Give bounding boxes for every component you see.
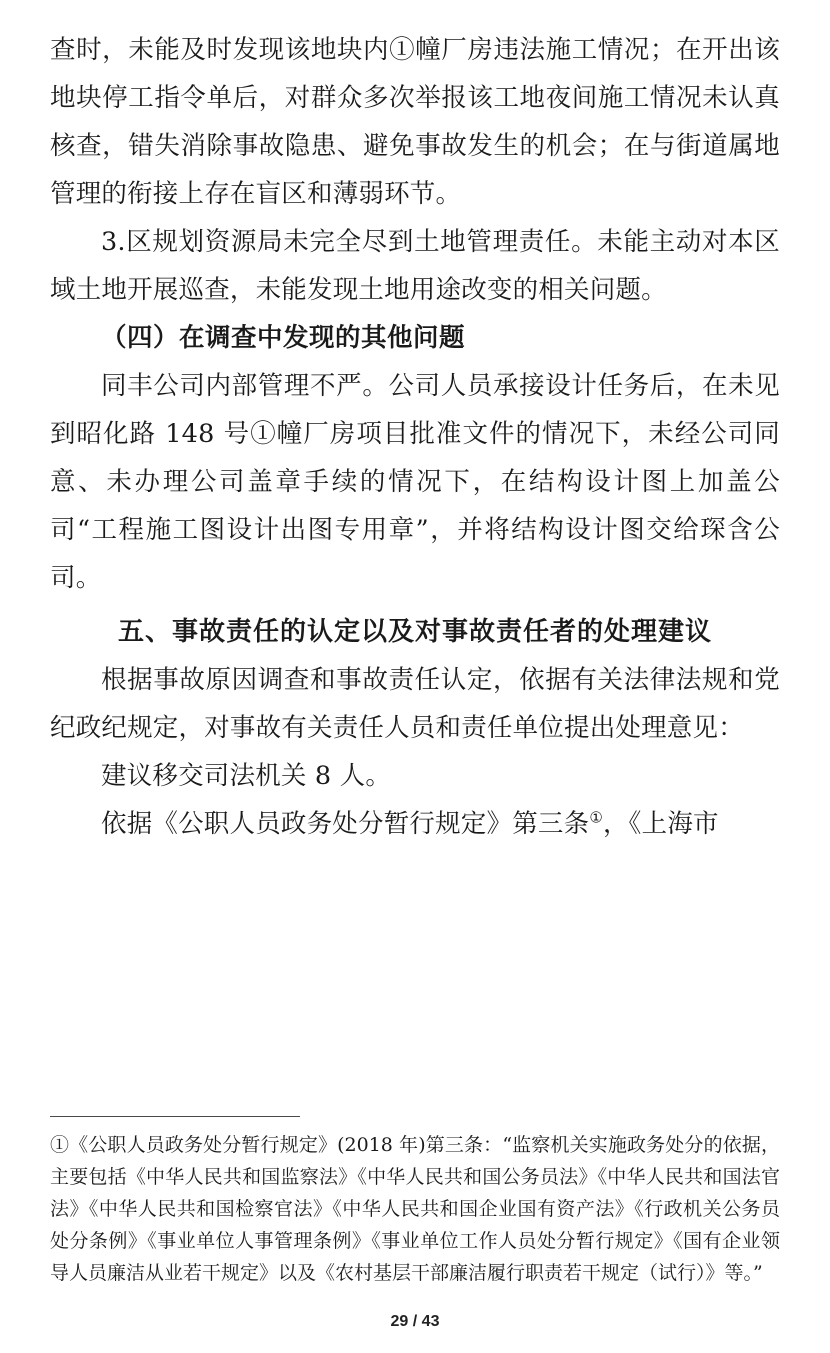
footnote-text: ①《公职人员政务处分暂行规定》(2018 年)第三条：“监察机关实施政务处分的依据，主要包括《中华人民共和国监察法》《中华人民共和国公务员法》《中华人民共和国法官法》《中华人民共和国检察官法》《中华人民共和国企业国有资产法》《行政机关公务员处分条例》《事业单位人事管理条例》《事业单位工作人员处分暂行规定》《国有企业领导人员廉洁从业若干规定》以及《农村基层干部廉洁履行职责若干规定（试行）》等。” — [50, 1134, 780, 1284]
section-heading-five: 五、事故责任的认定以及对事故责任者的处理建议 — [117, 617, 712, 647]
footnote-area — [50, 1116, 780, 1289]
page-number: 29 / 43 — [390, 1313, 440, 1330]
section-heading-four: （四）在调查中发现的其他问题 — [101, 323, 466, 353]
document-body — [50, 26, 780, 848]
footnote-divider — [50, 1116, 300, 1117]
footnote-marker-inline: ① — [589, 808, 603, 827]
paragraph-item-3: 3.区规划资源局未完全尽到土地管理责任。未能主动对本区域土地开展巡查，未能发现土地用途改变的相关问题。 — [50, 227, 780, 305]
paragraph-other-issue: 同丰公司内部管理不严。公司人员承接设计任务后，在未见到昭化路 148 号①幢厂房项目批准文件的情况下，未经公司同意、未办理公司盖章手续的情况下，在结构设计图上加盖公司“工程施工图设计出图专用章”，并将结构设计图交给琛含公司。 — [50, 371, 780, 593]
paragraph-reference-suffix: ，《上海市 — [602, 809, 719, 839]
paragraph-basis: 根据事故原因调查和事故责任认定，依据有关法律法规和党纪政纪规定，对事故有关责任人员和责任单位提出处理意见： — [50, 665, 780, 743]
paragraph-reference — [50, 800, 780, 848]
paragraph-reference-prefix: 依据《公职人员政务处分暂行规定》第三条 — [101, 809, 590, 839]
paragraph-transfer: 建议移交司法机关 8 人。 — [101, 761, 392, 791]
paragraph-continued: 查时，未能及时发现该地块内①幢厂房违法施工情况；在开出该地块停工指令单后，对群众多次举报该工地夜间施工情况未认真核查，错失消除事故隐患、避免事故发生的机会；在与街道属地管理的衔接上存在盲区和薄弱环节。 — [50, 35, 780, 209]
